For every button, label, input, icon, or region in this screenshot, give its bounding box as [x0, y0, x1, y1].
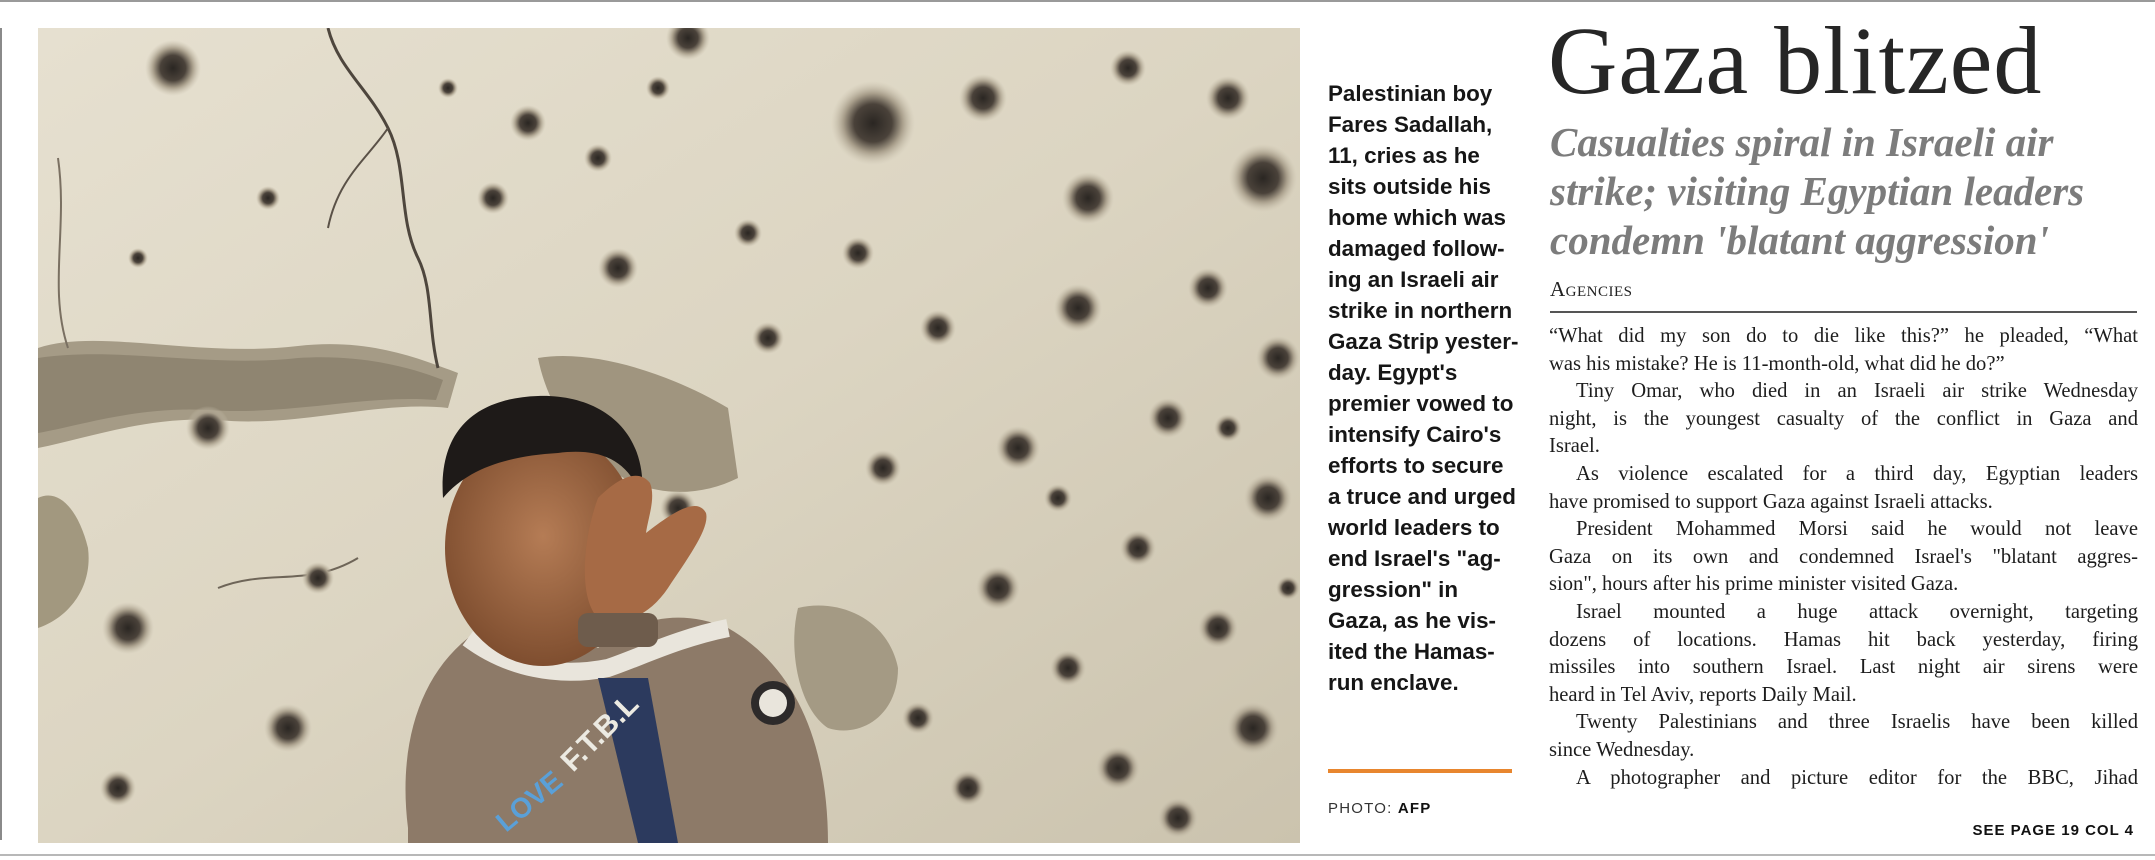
body-line: dozens of locations. Hamas hit back yesterday, firing: [1549, 628, 2138, 651]
caption-line: Gaza, as he vis-: [1328, 608, 1497, 633]
subhead-line: Casualties spiral in Israeli air: [1550, 119, 2054, 165]
caption-line: day. Egypt's: [1328, 360, 1458, 385]
caption-line: intensify Cairo's: [1328, 422, 1502, 447]
body-line: Gaza on its own and condemned Israel's "blatant aggres-: [1549, 545, 2138, 568]
news-photo: [38, 28, 1300, 843]
caption-line: a truce and urged: [1328, 484, 1516, 509]
caption-line: damaged follow-: [1328, 236, 1505, 261]
caption-line: home which was: [1328, 205, 1506, 230]
photo-caption: [1328, 78, 1518, 698]
continued-jump-link[interactable]: SEE PAGE 19 COL 4: [1972, 822, 2134, 839]
caption-line: efforts to secure: [1328, 453, 1504, 478]
caption-line: 11, cries as he: [1328, 143, 1480, 168]
caption-line: strike in northern: [1328, 298, 1513, 323]
byline-rule: [1550, 311, 2137, 313]
caption-line: gression" in: [1328, 577, 1459, 602]
caption-accent-rule: [1328, 769, 1512, 773]
caption-line: world leaders to: [1328, 515, 1500, 540]
body-line: night, is the youngest casualty of the conflict in Gaza and: [1549, 407, 2138, 430]
subhead-line: condemn 'blatant aggression': [1550, 217, 2049, 263]
credit-source: AFP: [1397, 800, 1432, 817]
article-body: [1549, 323, 2138, 792]
body-line: “What did my son do to die like this?” he pleaded, “What: [1549, 325, 2138, 347]
body-line: Twenty Palestinians and three Israelis have been killed: [1576, 711, 2138, 734]
body-line: As violence escalated for a third day, Egyptian leaders: [1576, 462, 2138, 485]
body-line: was his mistake? He is 11-month-old, what did he do?”: [1549, 352, 2005, 375]
body-line: Israel.: [1549, 435, 1600, 458]
left-column-rule: [0, 28, 2, 840]
body-line: Tiny Omar, who died in an Israeli air strike Wednesday: [1576, 380, 2138, 403]
body-line: A photographer and picture editor for the BBC, Jihad: [1576, 766, 2138, 789]
body-line: since Wednesday.: [1549, 738, 1695, 761]
caption-line: Palestinian boy: [1328, 81, 1493, 106]
bottom-rule: [0, 854, 2155, 856]
top-rule: [0, 0, 2155, 2]
jacket-text-ftbl: F.T.B.L: [554, 687, 646, 778]
byline: Agencies: [1550, 277, 1633, 301]
caption-line: end Israel's "ag-: [1328, 546, 1501, 571]
body-line: President Mohammed Morsi said he would not leave: [1576, 518, 2138, 541]
caption-line: Fares Sadallah,: [1328, 112, 1493, 137]
body-line: have promised to support Gaza against Israeli attacks.: [1549, 490, 1993, 513]
photo-credit: [1328, 800, 1431, 817]
subhead-line: strike; visiting Egyptian leaders: [1550, 168, 2085, 214]
caption-line: ing an Israeli air: [1328, 267, 1499, 292]
caption-line: sits outside his: [1328, 174, 1491, 199]
body-line: sion", hours after his prime minister visited Gaza.: [1549, 573, 1959, 596]
caption-line: ited the Hamas-: [1328, 639, 1495, 664]
body-line: heard in Tel Aviv, reports Daily Mail.: [1549, 683, 1857, 706]
credit-label: PHOTO:: [1328, 800, 1393, 817]
caption-line: Gaza Strip yester-: [1328, 329, 1519, 354]
subheadline: [1550, 118, 2150, 265]
caption-line: run enclave.: [1328, 670, 1459, 695]
jacket-text-love: LOVE: [489, 764, 569, 838]
body-line: missiles into southern Israel. Last night air sirens were: [1549, 656, 2138, 679]
headline: Gaza blitzed: [1548, 7, 2043, 114]
caption-line: premier vowed to: [1328, 391, 1514, 416]
body-line: Israel mounted a huge attack overnight, targeting: [1576, 600, 2138, 623]
